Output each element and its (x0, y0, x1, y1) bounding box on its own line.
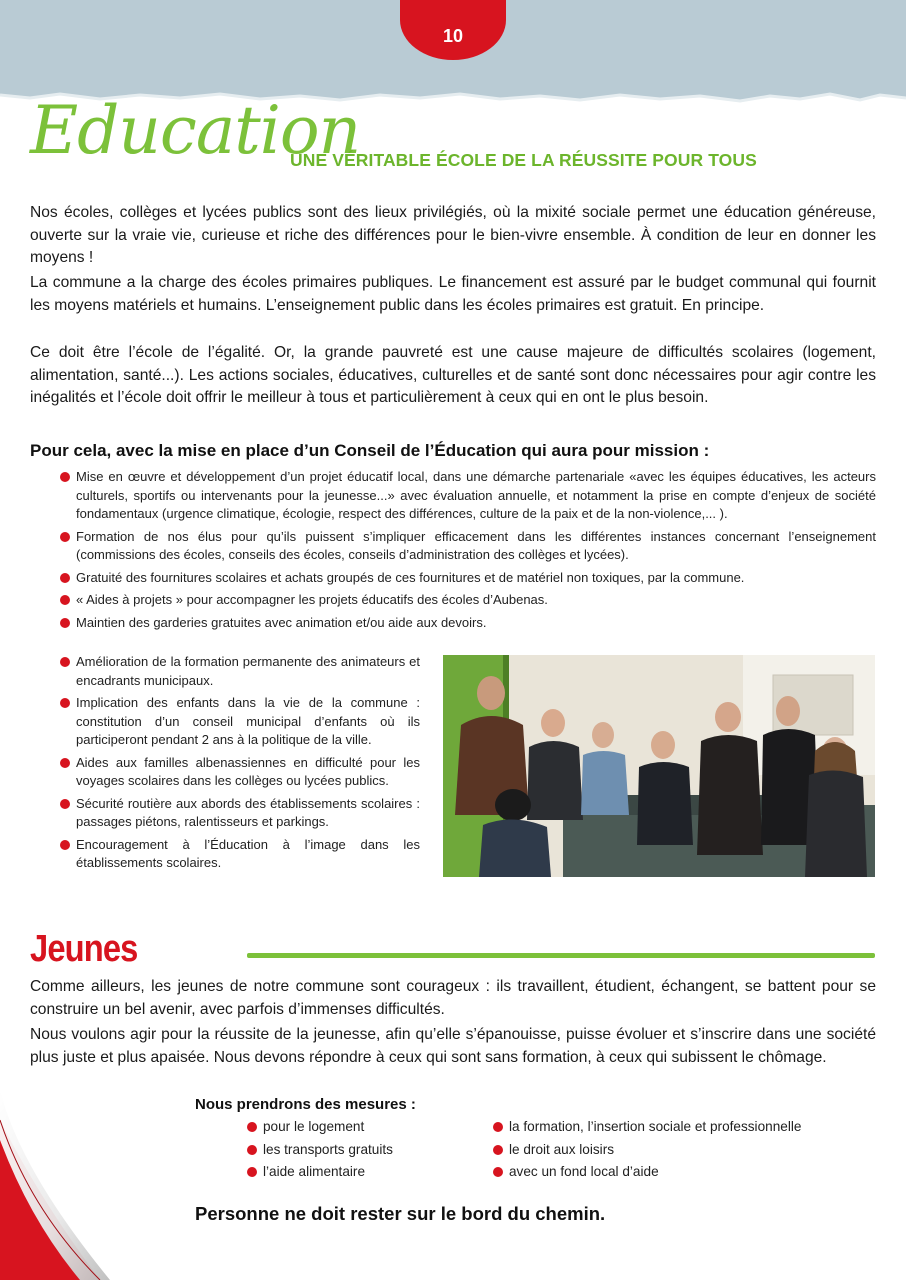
bullet-dot (60, 472, 70, 482)
bullet-dot (60, 799, 70, 809)
list-item (60, 569, 876, 588)
education-paragraph-1: Nos écoles, collèges et lycées publics sont des lieux privilégiés, où la mixité sociale permet une éducation généreuse, ouverte sur la vraie vie, curieuse et riche des différences pour le bien-vivre ensemble. À condition de leur en donner les moyens ! (30, 204, 876, 266)
measures-title: Nous prendrons des mesures : (195, 1096, 416, 1113)
list-item (493, 1116, 863, 1139)
bullet-dot (247, 1122, 257, 1132)
list-item-text: Sécurité routière aux abords des établissements scolaires : passages piétons, ralentisseurs et parkings. (76, 795, 420, 829)
jeunes-paragraph-1: Comme ailleurs, les jeunes de notre commune sont courageux : ils travaillent, étudient, échangent, se battent pour se construire un bel avenir, avec parfois d’immenses difficultés. (30, 978, 876, 1018)
list-item-text: l’aide alimentaire (263, 1164, 366, 1179)
measures-list-left (247, 1116, 477, 1184)
list-item (60, 754, 420, 791)
list-item (60, 795, 420, 832)
mission-list-narrow (60, 653, 420, 877)
list-item-text: Mise en œuvre et développement d’un projet éducatif local, dans une démarche partenariale «avec les équipes éducatives, les acteurs culturels, sportifs ou intervenants pour la jeunesse...» avec évaluation annuelle, et notamment la prise en compte d’enjeux de société fondamentaux (urgence climatique, écologie, respect des différences, culture de la paix et de la non-violence,... ). (76, 469, 876, 521)
education-subtitle: UNE VÉRITABLE ÉCOLE DE LA RÉUSSITE POUR TOUS (290, 150, 757, 170)
bullet-dot (493, 1122, 503, 1132)
list-item-text: « Aides à projets » pour accompagner les projets éducatifs des écoles d’Aubenas. (76, 592, 548, 607)
bullet-dot (60, 698, 70, 708)
bullet-dot (493, 1167, 503, 1177)
list-item (60, 591, 876, 610)
list-item-text: avec un fond local d’aide (509, 1164, 659, 1179)
education-paragraph-3: Ce doit être l’école de l’égalité. Or, la grande pauvreté est une cause majeure de difficultés scolaires (logement, alimentation, santé...). Les actions sociales, éducatives, culturelles et de santé sont donc nécessaires pour agir contre les inégalités et l’école doit offrir le meilleur à tous et particulièrement à ceux qui en ont le plus besoin. (30, 344, 876, 406)
list-item (60, 614, 876, 633)
list-item (247, 1116, 477, 1139)
bullet-dot (60, 758, 70, 768)
list-item-text: pour le logement (263, 1119, 365, 1134)
bullet-dot (60, 573, 70, 583)
closing-statement: Personne ne doit rester sur le bord du chemin. (195, 1203, 606, 1224)
bullet-dot (247, 1145, 257, 1155)
list-item (247, 1139, 477, 1162)
page-curl-decoration (0, 1080, 210, 1280)
page-number: 10 (442, 25, 464, 46)
measures-list-right (493, 1116, 863, 1184)
list-item (493, 1161, 863, 1184)
list-item (60, 528, 876, 565)
mission-list-full (60, 468, 876, 636)
mission-title: Pour cela, avec la mise en place d’un Conseil de l’Éducation qui aura pour mission : (30, 441, 710, 460)
bullet-dot (60, 657, 70, 667)
list-item-text: Amélioration de la formation permanente des animateurs et encadrants municipaux. (76, 654, 420, 688)
list-item-text: Encouragement à l’Éducation à l’image dans les établissements scolaires. (76, 836, 420, 870)
bullet-dot (60, 595, 70, 605)
classroom-photo (443, 655, 875, 877)
list-item (60, 694, 420, 750)
jeunes-title: Jeunes (30, 928, 138, 970)
list-item-text: Gratuité des fournitures scolaires et achats groupés de ces fournitures et de matériel non toxiques, par la commune. (76, 569, 745, 585)
list-item-text: la formation, l’insertion sociale et professionnelle (509, 1119, 802, 1134)
list-item (60, 836, 420, 873)
bullet-dot (60, 840, 70, 850)
list-item (247, 1161, 477, 1184)
list-item (60, 653, 420, 690)
list-item-text: Implication des enfants dans la vie de la commune : constitution d’un conseil municipal d’enfants où ils participeront pendant 2 ans à la politique de la ville. (76, 695, 420, 747)
list-item-text: Maintien des garderies gratuites avec animation et/ou aide aux devoirs. (76, 614, 487, 630)
education-title: Education (30, 92, 361, 169)
list-item-text: Formation de nos élus pour qu’ils puissent s’impliquer efficacement dans les différentes instances concernant l’enseignement (commissions des écoles, conseils des écoles, conseils d’administration des collèges et lycées). (76, 528, 876, 562)
bullet-dot (247, 1167, 257, 1177)
bullet-dot (493, 1145, 503, 1155)
list-item (60, 468, 876, 524)
bullet-dot (60, 532, 70, 542)
list-item-text: le droit aux loisirs (509, 1141, 615, 1157)
bullet-dot (60, 618, 70, 628)
jeunes-divider (247, 953, 875, 958)
list-item-text: les transports gratuits (263, 1141, 393, 1157)
list-item-text: Aides aux familles albenassiennes en difficulté pour les voyages scolaires dans les collèges ou lycées publics. (76, 754, 420, 788)
list-item (493, 1139, 863, 1162)
education-paragraph-2: La commune a la charge des écoles primaires publiques. Le financement est assuré par le budget communal qui fournit les moyens matériels et humains. L’enseignement public dans les écoles primaires est gratuit. En principe. (30, 274, 876, 314)
jeunes-paragraph-2: Nous voulons agir pour la réussite de la jeunesse, afin qu’elle s’épanouisse, puisse évoluer et s’inscrire dans une société plus juste et plus apaisée. Nous devons répondre à ceux qui sont sans formation, à ceux qui subissent le chômage. (30, 1026, 876, 1066)
